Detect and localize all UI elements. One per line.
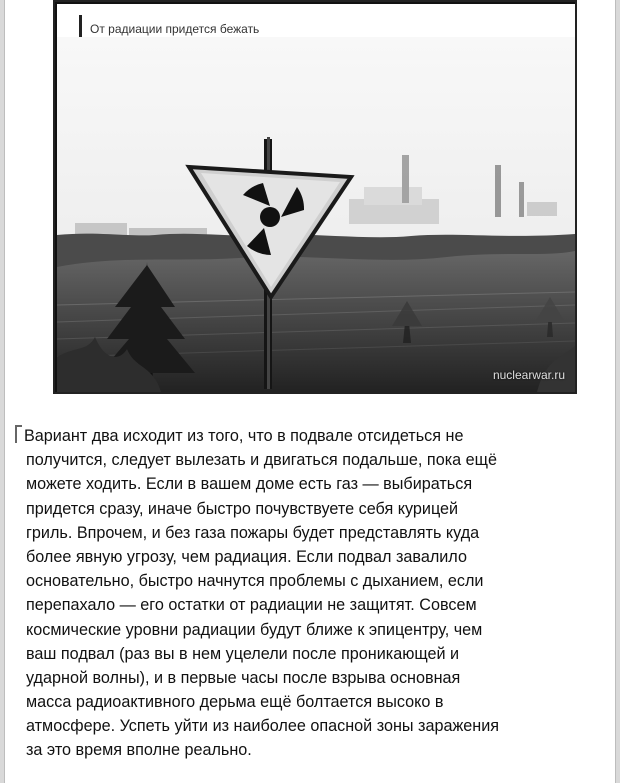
photo-caption: От радиации придется бежать bbox=[90, 22, 260, 36]
article-line-9: космические уровни радиации будут ближе к эпицентру, чем bbox=[26, 620, 483, 639]
article-line-7: основательно, быстро начнутся проблемы с дыханием, если bbox=[26, 572, 484, 591]
article-photo bbox=[53, 0, 577, 394]
photo-watermark: nuclearwar.ru bbox=[492, 368, 565, 382]
article-line-11: ударной волны), и в первые часы после взрыва основная bbox=[26, 668, 461, 687]
article-line-8: перепахало — его остатки от радиации не защитят. Совсем bbox=[26, 596, 477, 615]
article-line-12: масса радиоактивного дерьма ещё болтается высоко в bbox=[26, 693, 444, 712]
article-line-6: более явную угрозу, чем радиация. Если подвал завалило bbox=[26, 547, 467, 566]
article-line-1: Вариант два исходит из того, что в подвале отсидеться не bbox=[15, 424, 580, 448]
article-line-10: ваш подвал (раз вы в нем уцелели после проникающей и bbox=[26, 644, 460, 663]
article-text bbox=[15, 424, 580, 763]
article-line-5: гриль. Впрочем, и без газа пожары будет представлять куда bbox=[26, 523, 480, 542]
article-line-2: получится, следует вылезать и двигаться подальше, пока ещё bbox=[26, 451, 497, 470]
article-page bbox=[4, 0, 616, 783]
radiation-zone-photo bbox=[57, 37, 575, 392]
article-line-13: атмосфере. Успеть уйти из наиболее опасной зоны заражения bbox=[26, 717, 500, 736]
article-line-4: придется сразу, иначе быстро почувствуете себя курицей bbox=[26, 499, 459, 518]
paragraph-marker-icon bbox=[15, 425, 22, 443]
article-line-14: за это время вполне реально. bbox=[26, 741, 252, 760]
article-line-3: можете ходить. Если в вашем доме есть газ — выбираться bbox=[26, 475, 473, 494]
